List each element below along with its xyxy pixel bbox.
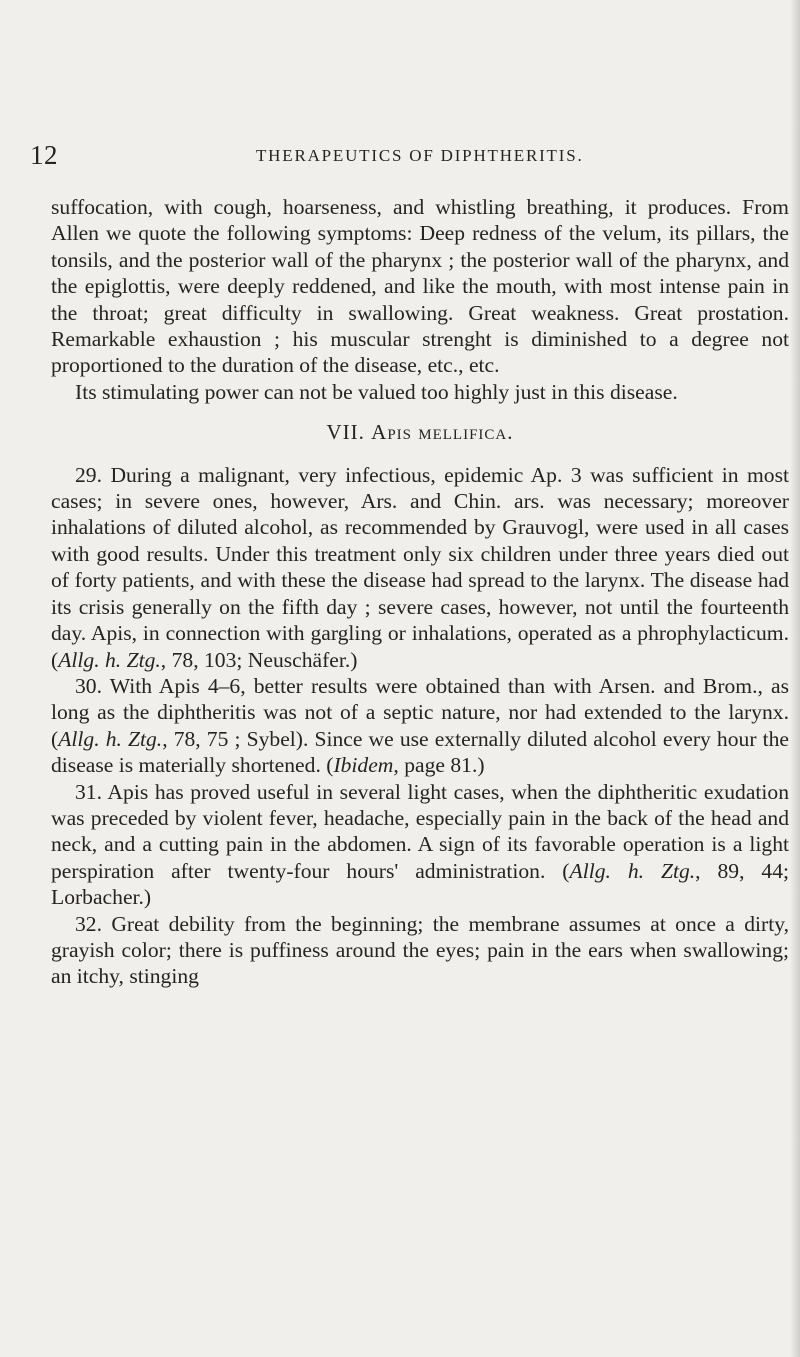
- intro-line-1: suffocation, with cough, hoarseness, and whistling breathing,: [51, 195, 614, 219]
- paragraph-29-reference: Allg. h. Ztg.: [58, 647, 161, 672]
- page-number: 12: [30, 140, 58, 170]
- paragraph-31-reference: Allg. h. Ztg.: [569, 858, 696, 883]
- intro-rest: it produces. From Allen we quote the following symptoms: Deep redness of the velum, its pillars, the tonsils, and the posterior wall of the pharynx ; the posterior wall of the pharynx, and the epiglottis, were deeply reddened, and like the mouth, with most intense pain in the throat; great difficulty in swallowing. Great weakness. Great prostation. Remarkable exhaustion ; his muscular strenght is diminished to a degree not proportioned to the duration of the disease, etc., etc.: [51, 195, 789, 378]
- paragraph-29-text: 29. During a malignant, very infectious, epidemic Ap. 3 was sufficient in most cases; in severe ones, however, Ars. and Chin. ars. was necessary; moreover inhalations of diluted alcohol, as recommended by Grauvogl, were used in all cases with good results. Under this treatment only six children under three years died out of forty patients, and with these the disease had spread to the larynx. The disease had its crisis generally on the fifth day ; severe cases, however, not until the fourteenth day. Apis, in connection with gargling or inhalations, operated as a phrophylacticum. (: [51, 462, 789, 672]
- paragraph-31-text: 31. Apis has proved useful in several light cases, when the diphtheritic exudation was preceded by violent fever, headache, especially pain in the back of the head and neck, and a cutting pain in the abdomen. A sign of its favorable operation is a light perspiration after twenty-four hours' administration. (: [51, 779, 789, 883]
- body-text: [51, 194, 789, 990]
- paragraph-30-reference: Allg. h. Ztg.: [58, 726, 163, 751]
- section-numeral: VII.: [326, 420, 365, 445]
- intro-paragraph: [51, 194, 789, 379]
- paragraph-30-reference-2: Ibidem: [333, 753, 394, 778]
- paragraph-30: [51, 673, 789, 779]
- running-title: THERAPEUTICS OF DIPHTHERITIS.: [256, 146, 584, 165]
- paragraph-29: [51, 462, 789, 673]
- page-header: [30, 140, 790, 180]
- section-title: Apis mellifica.: [371, 420, 514, 445]
- intro-closing-paragraph: Its stimulating power can not be valued too highly just in this disease.: [75, 379, 678, 404]
- section-heading: [51, 419, 789, 445]
- paragraph-30-middle: , 78, 75 ; Sybel). Since we use externally diluted alcohol every hour the disease is materially shortened. (: [51, 726, 789, 778]
- paragraph-30-end: , page 81.): [393, 753, 485, 778]
- paragraph-31-end: , 89, 44; Lorbacher.): [51, 858, 789, 910]
- page-edge-shadow: [790, 0, 800, 1357]
- paragraph-31: [51, 779, 789, 911]
- paragraph-29-end: , 78, 103; Neuschäfer.): [160, 647, 358, 672]
- paragraph-30-text: 30. With Apis 4–6, better results were obtained than with Arsen. and Brom., as long as the diphtheritis was not of a septic nature, nor had extended to the larynx. (: [51, 673, 789, 751]
- paragraph-32: 32. Great debility from the beginning; the membrane assumes at once a dirty, grayish color; there is puffiness around the eyes; pain in the ears when swallowing; an itchy, stinging: [51, 911, 789, 989]
